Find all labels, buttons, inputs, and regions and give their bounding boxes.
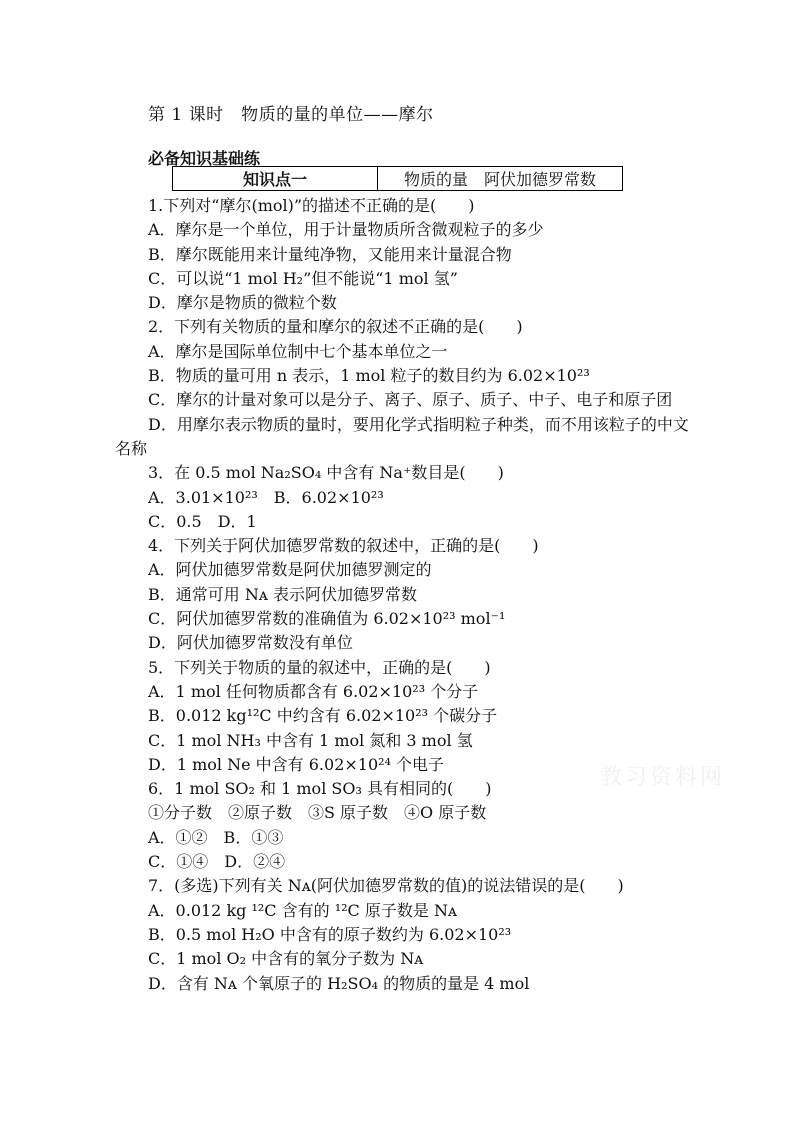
- question-6-options-ab: A．①② B．①③: [148, 827, 284, 847]
- question-5-option-b: B．0.012 kg¹²C 中约含有 6.02×10²³ 个碳分子: [148, 706, 498, 726]
- question-7-option-d: D．含有 Nᴀ 个氧原子的 H₂SO₄ 的物质的量是 4 mol: [148, 973, 530, 993]
- question-4-option-b: B．通常可用 Nᴀ 表示阿伏加德罗常数: [148, 584, 417, 604]
- page-title: 第 1 课时 物质的量的单位——摩尔: [148, 105, 434, 125]
- question-3-stem: 3．在 0.5 mol Na₂SO₄ 中含有 Na⁺数目是( ): [148, 463, 504, 483]
- question-1-option-b: B．摩尔既能用来计量纯净物，又能用来计量混合物: [148, 244, 512, 264]
- question-1-option-d: D．摩尔是物质的微粒个数: [148, 293, 337, 313]
- question-4-option-c: C．阿伏加德罗常数的准确值为 6.02×10²³ mol⁻¹: [148, 609, 506, 629]
- question-2-option-a: A．摩尔是国际单位制中七个基本单位之一: [148, 341, 448, 361]
- question-7-option-c: C．1 mol O₂ 中含有的氧分子数为 Nᴀ: [148, 949, 424, 969]
- question-2-stem: 2．下列有关物质的量和摩尔的叙述不正确的是( ): [148, 317, 523, 337]
- question-4-option-a: A．阿伏加德罗常数是阿伏加德罗测定的: [148, 560, 432, 580]
- question-3-options-cd: C．0.5 D．1: [148, 511, 257, 531]
- question-2-option-b: B．物质的量可用 n 表示，1 mol 粒子的数目约为 6.02×10²³: [148, 366, 590, 386]
- question-5-option-c: C．1 mol NH₃ 中含有 1 mol 氮和 3 mol 氢: [148, 730, 473, 750]
- knowledge-point-label: 知识点一: [173, 167, 378, 191]
- section-heading: 必备知识基础练: [148, 149, 261, 168]
- question-5-option-d: D．1 mol Ne 中含有 6.02×10²⁴ 个电子: [148, 754, 445, 774]
- question-2-option-d: D．用摩尔表示物质的量时，要用化学式指明粒子种类，而不用该粒子的中文名称: [115, 414, 689, 458]
- question-list: [115, 194, 690, 996]
- question-4-option-d: D．阿伏加德罗常数没有单位: [148, 633, 353, 653]
- question-2-option-c: C．摩尔的计量对象可以是分子、离子、原子、质子、中子、电子和原子团: [148, 390, 673, 410]
- knowledge-point-topic: 物质的量 阿伏加德罗常数: [378, 167, 623, 191]
- question-7-option-b: B．0.5 mol H₂O 中含有的原子数约为 6.02×10²³: [148, 924, 512, 944]
- question-5-option-a: A．1 mol 任何物质都含有 6.02×10²³ 个分子: [148, 681, 479, 701]
- question-7-option-a: A．0.012 kg ¹²C 含有的 ¹²C 原子数是 Nᴀ: [148, 900, 457, 920]
- knowledge-point-table: [172, 166, 623, 191]
- question-3-options-ab: A．3.01×10²³ B．6.02×10²³: [148, 487, 384, 507]
- question-1-option-a: A．摩尔是一个单位，用于计量物质所含微观粒子的多少: [148, 220, 544, 240]
- question-1-option-c: C．可以说“1 mol H₂”但不能说“1 mol 氢”: [148, 268, 458, 288]
- question-6-options-cd: C．①④ D．②④: [148, 852, 286, 872]
- watermark: 教习资料网: [600, 765, 726, 790]
- question-7-stem: 7．(多选)下列有关 Nᴀ(阿伏加德罗常数的值)的说法错误的是( ): [148, 876, 624, 896]
- question-1-stem: 1.下列对“摩尔(mol)”的描述不正确的是( ): [148, 196, 475, 215]
- question-4-stem: 4．下列关于阿伏加德罗常数的叙述中，正确的是( ): [148, 536, 539, 556]
- question-6-stem: 6．1 mol SO₂ 和 1 mol SO₃ 具有相同的( ): [148, 779, 492, 799]
- question-5-stem: 5．下列关于物质的量的叙述中，正确的是( ): [148, 657, 491, 677]
- question-6-items: ①分子数 ②原子数 ③S 原子数 ④O 原子数: [148, 803, 487, 823]
